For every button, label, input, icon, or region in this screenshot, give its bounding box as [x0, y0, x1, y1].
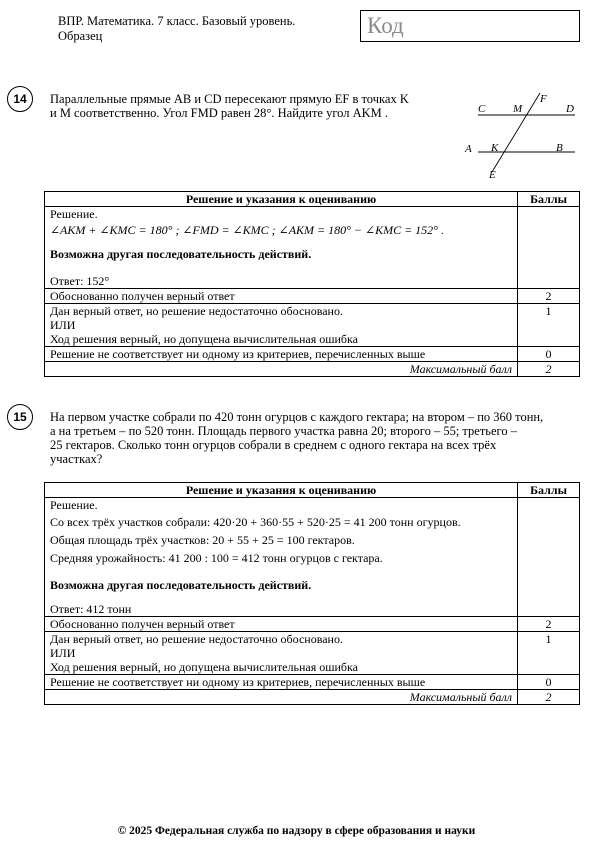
criterion-points: 0	[518, 347, 580, 362]
solution-formula: ∠AKM + ∠KMC = 180° ; ∠FMD = ∠KMC ; ∠AKM = 180° − ∠KMC = 152° .	[50, 223, 444, 237]
copyright-footer: © 2025 Федеральная служба по надзору в сфере образования и науки	[117, 825, 476, 837]
criterion-line: ИЛИ	[50, 318, 76, 332]
label-e: E	[489, 169, 496, 181]
document-header	[58, 14, 295, 44]
task-14-number: 14	[7, 86, 33, 112]
header-title: ВПР. Математика. 7 класс. Базовый уровень.	[58, 14, 296, 28]
solution-step-2: Общая площадь трёх участков: 20 + 55 + 25 = 100 гектаров.	[50, 533, 355, 547]
criterion-text	[45, 304, 518, 347]
task-15-grading-table	[44, 482, 580, 705]
task-15-text-line: На первом участке собрали по 420 тонн огурцов с каждого гектара; на втором – по 360 тонн,	[50, 410, 544, 424]
max-score-value: 2	[518, 362, 580, 377]
solution-step-1: Со всех трёх участков собрали: 420·20 + 360·55 + 520·25 = 41 200 тонн огурцов.	[50, 515, 461, 529]
criterion-points: 2	[518, 617, 580, 632]
solution-points-cell	[518, 498, 580, 617]
solution-points-cell	[518, 207, 580, 289]
label-a: A	[465, 143, 472, 155]
label-m: M	[513, 103, 523, 115]
criterion-points: 2	[518, 289, 580, 304]
criterion-points: 1	[518, 304, 580, 347]
col-solution-header: Решение и указания к оцениванию	[45, 483, 518, 498]
answer: Ответ: 412 тонн	[50, 602, 132, 616]
max-score-label: Максимальный балл	[45, 362, 518, 377]
max-score-label: Максимальный балл	[45, 690, 518, 705]
label-d: D	[566, 103, 574, 115]
criterion-points: 0	[518, 675, 580, 690]
solution-title: Решение.	[50, 207, 98, 221]
max-score-value: 2	[518, 690, 580, 705]
task-15-number: 15	[7, 404, 33, 430]
task-14-text-line1: Параллельные прямые AB и CD пересекают прямую EF в точках K	[50, 92, 409, 106]
criterion-text: Решение не соответствует ни одному из критериев, перечисленных выше	[45, 347, 518, 362]
solution-title: Решение.	[50, 498, 98, 512]
task-14-text-line2: и M соответственно. Угол FMD равен 28°. Найдите угол AKM .	[50, 106, 389, 120]
alt-sequence-note: Возможна другая последовательность действий.	[50, 578, 312, 592]
task-14-text	[50, 92, 445, 120]
answer: Ответ: 152°	[50, 274, 110, 288]
task-15-text-line: а на третьем – по 520 тонн. Площадь первого участка равна 20; второго – 55; третьего –	[50, 424, 517, 438]
label-c: C	[478, 103, 486, 115]
task-15-text-line: участках?	[50, 452, 103, 466]
criterion-line: Дан верный ответ, но решение недостаточно обосновано.	[50, 304, 343, 318]
criterion-text: Обоснованно получен верный ответ	[45, 289, 518, 304]
col-solution-header: Решение и указания к оцениванию	[45, 192, 518, 207]
label-k: K	[491, 142, 499, 154]
criterion-line: Ход решения верный, но допущена вычислительная ошибка	[50, 332, 358, 346]
solution-cell	[45, 207, 518, 289]
criterion-text	[45, 632, 518, 675]
solution-step-3: Средняя урожайность: 41 200 : 100 = 412 тонн огурцов с гектара.	[50, 551, 383, 565]
label-b: B	[556, 142, 563, 154]
criterion-points: 1	[518, 632, 580, 675]
label-f: F	[540, 93, 547, 105]
alt-sequence-note: Возможна другая последовательность действий.	[50, 247, 312, 261]
code-label: Код	[367, 13, 404, 38]
criterion-line: ИЛИ	[50, 646, 76, 660]
col-points-header: Баллы	[518, 483, 580, 498]
col-points-header: Баллы	[518, 192, 580, 207]
code-field[interactable]	[360, 10, 580, 42]
solution-cell	[45, 498, 518, 617]
criterion-line: Дан верный ответ, но решение недостаточно обосновано.	[50, 632, 343, 646]
task-15-text	[50, 410, 578, 466]
parallel-lines-figure	[460, 90, 580, 182]
task-14-grading-table	[44, 191, 580, 377]
header-subtitle: Образец	[58, 29, 103, 43]
task-15-text-line: 25 гектаров. Сколько тонн огурцов собрали в среднем с одного гектара на всех трёх	[50, 438, 497, 452]
criterion-text: Обоснованно получен верный ответ	[45, 617, 518, 632]
criterion-text: Решение не соответствует ни одному из критериев, перечисленных выше	[45, 675, 518, 690]
criterion-line: Ход решения верный, но допущена вычислительная ошибка	[50, 660, 358, 674]
